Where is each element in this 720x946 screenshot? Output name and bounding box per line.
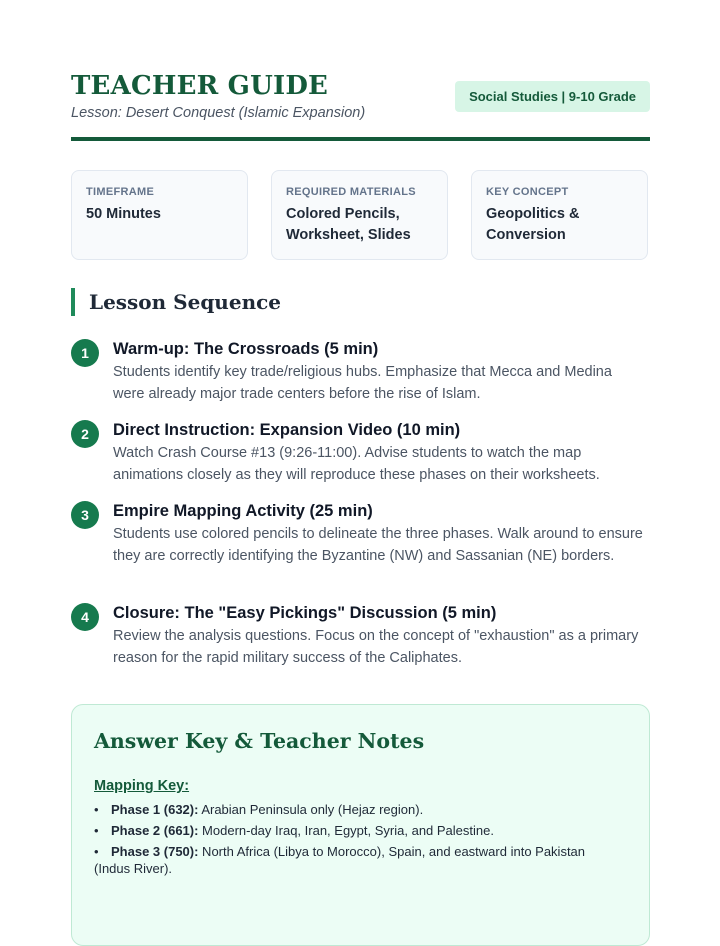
- step-number-badge: 2: [71, 420, 99, 448]
- phase-text: Modern-day Iraq, Iran, Egypt, Syria, and Palestine.: [198, 823, 494, 838]
- answer-key-panel: [71, 704, 650, 946]
- phase-text: Arabian Peninsula only (Hejaz region).: [198, 802, 424, 817]
- bullet-icon: •: [94, 823, 99, 838]
- list-item: [94, 801, 614, 818]
- step-description: Review the analysis questions. Focus on the concept of "exhaustion" as a primary reason for the rapid military success of the Caliphates.: [113, 628, 639, 666]
- list-item: [94, 822, 614, 839]
- materials-card: [271, 170, 448, 260]
- lesson-sequence-heading: Lesson Sequence: [71, 288, 281, 316]
- card-label: REQUIRED MATERIALS: [286, 186, 416, 198]
- subject-grade-badge: Social Studies | 9-10 Grade: [455, 81, 650, 112]
- list-item: [94, 843, 614, 877]
- phase-label: Phase 2 (661):: [111, 823, 199, 838]
- step-number-badge: 4: [71, 603, 99, 631]
- page-title: TEACHER GUIDE: [71, 71, 329, 101]
- mapping-key-label: Mapping Key:: [94, 778, 190, 794]
- timeframe-card: [71, 170, 248, 260]
- card-label: KEY CONCEPT: [486, 186, 569, 198]
- step-title: Closure: The "Easy Pickings" Discussion (5 min): [113, 604, 497, 622]
- card-value: 50 Minutes: [86, 206, 161, 222]
- step-title: Direct Instruction: Expansion Video (10 min): [113, 421, 461, 439]
- card-value: Geopolitics & Conversion: [486, 206, 580, 243]
- phase-text: North Africa (Libya to Morocco), Spain, and eastward into Pakistan (Indus River).: [94, 844, 586, 876]
- phase-label: Phase 3 (750):: [111, 844, 199, 859]
- lesson-info-cards: [71, 170, 650, 260]
- step-description: Watch Crash Course #13 (9:26-11:00). Advise students to watch the map animations closely as they will reproduce these phases on their worksheets.: [113, 445, 600, 483]
- answer-key-heading: Answer Key & Teacher Notes: [94, 729, 425, 753]
- card-value: Colored Pencils, Worksheet, Slides: [286, 206, 411, 243]
- step-number-badge: 3: [71, 501, 99, 529]
- key-concept-card: [471, 170, 648, 260]
- step-number-badge: 1: [71, 339, 99, 367]
- phase-label: Phase 1 (632):: [111, 802, 199, 817]
- bullet-icon: •: [94, 844, 99, 859]
- bullet-icon: •: [94, 802, 99, 817]
- phase-list: [94, 801, 614, 881]
- step-title: Empire Mapping Activity (25 min): [113, 502, 373, 520]
- header-divider: [71, 137, 650, 141]
- step-description: Students identify key trade/religious hubs. Emphasize that Mecca and Medina were already major trade centers before the rise of Islam.: [113, 364, 612, 402]
- card-label: TIMEFRAME: [86, 186, 155, 198]
- step-title: Warm-up: The Crossroads (5 min): [113, 340, 379, 358]
- lesson-subtitle: Lesson: Desert Conquest (Islamic Expansion): [71, 105, 366, 121]
- step-description: Students use colored pencils to delineate the three phases. Walk around to ensure they are correctly identifying the Byzantine (NW) and Sassanian (NE) borders.: [113, 526, 643, 564]
- page-header: [71, 70, 650, 142]
